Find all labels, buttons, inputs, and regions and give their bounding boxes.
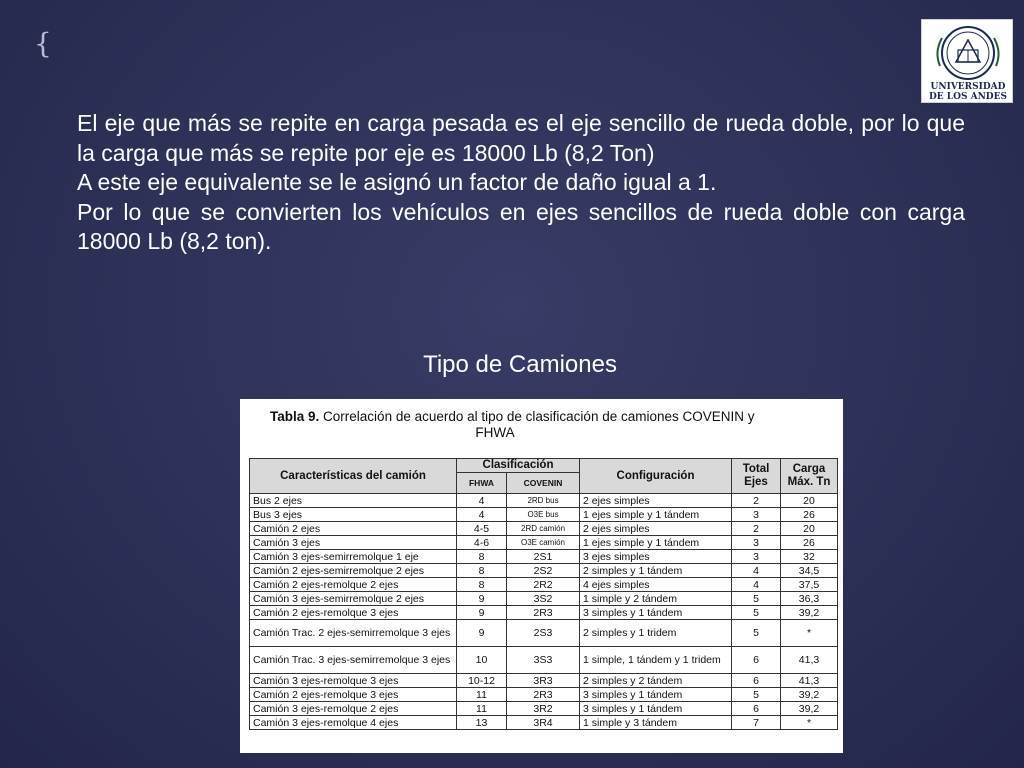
cell-covenin: 2S2 [507,564,580,578]
cell-caracteristicas: Camión 2 ejes-remolque 2 ejes [250,578,457,592]
cell-covenin: O3E camión [507,536,580,550]
cell-caracteristicas: Camión 2 ejes-semirremolque 2 ejes [250,564,457,578]
cell-carga: 41,3 [781,647,838,674]
cell-carga: 41,3 [781,674,838,688]
cell-configuracion: 1 ejes simple y 1 tándem [580,508,732,522]
cell-total-ejes: 3 [732,508,781,522]
paragraph-2: A este eje equivalente se le asignó un factor de daño igual a 1. [77,169,717,195]
table-row [250,592,838,606]
header-fhwa: FHWA [457,473,507,494]
cell-configuracion: 1 simple y 3 tándem [580,716,732,730]
cell-fhwa: 9 [457,592,507,606]
table-row [250,716,838,730]
cell-fhwa: 9 [457,620,507,647]
cell-total-ejes: 6 [732,674,781,688]
cell-total-ejes: 6 [732,647,781,674]
cell-carga: 37,5 [781,578,838,592]
table-row [250,508,838,522]
cell-total-ejes: 4 [732,578,781,592]
cell-caracteristicas: Bus 3 ejes [250,508,457,522]
cell-fhwa: 8 [457,550,507,564]
truck-classification-table-figure [240,399,843,753]
cell-carga: * [781,716,838,730]
cell-covenin: 3R2 [507,702,580,716]
cell-carga: 39,2 [781,688,838,702]
cell-covenin: 3S2 [507,592,580,606]
cell-fhwa: 11 [457,688,507,702]
cell-fhwa: 4-6 [457,536,507,550]
cell-caracteristicas: Camión 3 ejes [250,536,457,550]
table-row [250,522,838,536]
header-covenin: COVENIN [507,473,580,494]
cell-carga: 39,2 [781,606,838,620]
table-row [250,647,838,674]
cell-configuracion: 2 simples y 1 tridem [580,620,732,647]
cell-covenin: 3S3 [507,647,580,674]
paragraph-3: Por lo que se convierten los vehículos en ejes sencillos de rueda doble con carga 18000 Lb (8,2 ton). [77,198,965,254]
cell-caracteristicas: Camión 3 ejes-semirremolque 2 ejes [250,592,457,606]
cell-covenin: 2S3 [507,620,580,647]
cell-caracteristicas: Camión Trac. 3 ejes-semirremolque 3 ejes [250,647,457,674]
table-row [250,620,838,647]
cell-covenin: 2S1 [507,550,580,564]
table-row [250,578,838,592]
cell-carga: 26 [781,536,838,550]
university-seal-icon [922,22,1014,82]
slide-body [77,109,965,257]
table-row [250,564,838,578]
logo-line-2: DE LOS ANDES [929,92,1007,102]
cell-fhwa: 10-12 [457,674,507,688]
cell-caracteristicas: Camión 3 ejes-remolque 3 ejes [250,674,457,688]
cell-fhwa: 4 [457,494,507,508]
cell-configuracion: 3 simples y 1 tándem [580,606,732,620]
table-caption-text-2: FHWA [475,425,515,440]
cell-fhwa: 8 [457,578,507,592]
cell-covenin: 2RD camión [507,522,580,536]
cell-caracteristicas: Camión 3 ejes-semirremolque 1 eje [250,550,457,564]
cell-carga: 20 [781,522,838,536]
cell-configuracion: 2 simples y 1 tándem [580,564,732,578]
cell-configuracion: 2 ejes simples [580,522,732,536]
cell-total-ejes: 7 [732,716,781,730]
cell-fhwa: 8 [457,564,507,578]
cell-configuracion: 3 simples y 1 tándem [580,688,732,702]
cell-covenin: 3R4 [507,716,580,730]
cell-configuracion: 2 simples y 2 tándem [580,674,732,688]
truck-classification-table [249,458,838,730]
cell-total-ejes: 2 [732,522,781,536]
university-logo [921,19,1013,103]
table-row [250,688,838,702]
table-row [250,550,838,564]
table-caption [270,409,830,441]
header-total-ejes: Total Ejes [732,459,781,494]
cell-caracteristicas: Camión 2 ejes-remolque 3 ejes [250,606,457,620]
paragraph-1: El eje que más se repite en carga pesada es el eje sencillo de rueda doble, por lo que la carga que más se repite por eje es 18000 Lb (8,2 Ton) [77,110,965,166]
cell-total-ejes: 5 [732,606,781,620]
cell-configuracion: 2 ejes simples [580,494,732,508]
cell-total-ejes: 5 [732,592,781,606]
cell-configuracion: 3 ejes simples [580,550,732,564]
cell-covenin: O3E bus [507,508,580,522]
cell-covenin: 2RD bus [507,494,580,508]
header-caracteristicas: Características del camión [250,459,457,494]
table-row [250,536,838,550]
slide-subtitle: Tipo de Camiones [423,351,617,378]
cell-fhwa: 9 [457,606,507,620]
table-row [250,494,838,508]
cell-fhwa: 11 [457,702,507,716]
cell-configuracion: 1 simple, 1 tándem y 1 tridem [580,647,732,674]
table-row [250,702,838,716]
cell-configuracion: 1 ejes simple y 1 tándem [580,536,732,550]
cell-carga: 26 [781,508,838,522]
header-clasificacion: Clasificación [457,459,580,473]
table-caption-label: Tabla 9. [270,409,320,424]
cell-total-ejes: 6 [732,702,781,716]
cell-fhwa: 13 [457,716,507,730]
cell-caracteristicas: Camión 2 ejes [250,522,457,536]
table-row [250,606,838,620]
cell-caracteristicas: Camión 2 ejes-remolque 3 ejes [250,688,457,702]
cell-fhwa: 4 [457,508,507,522]
cell-total-ejes: 5 [732,688,781,702]
cell-caracteristicas: Camión Trac. 2 ejes-semirremolque 3 ejes [250,620,457,647]
cell-configuracion: 1 simple y 2 tándem [580,592,732,606]
cell-total-ejes: 5 [732,620,781,647]
cell-carga: 34,5 [781,564,838,578]
cell-caracteristicas: Camión 3 ejes-remolque 2 ejes [250,702,457,716]
header-configuracion: Configuración [580,459,732,494]
cell-covenin: 2R2 [507,578,580,592]
cell-configuracion: 4 ejes simples [580,578,732,592]
table-row [250,674,838,688]
cell-total-ejes: 4 [732,564,781,578]
cell-total-ejes: 2 [732,494,781,508]
cell-caracteristicas: Bus 2 ejes [250,494,457,508]
cell-carga: 36,3 [781,592,838,606]
header-carga-max: Carga Máx. Tn [781,459,838,494]
cell-carga: 39,2 [781,702,838,716]
cell-fhwa: 10 [457,647,507,674]
cell-covenin: 2R3 [507,606,580,620]
cell-caracteristicas: Camión 3 ejes-remolque 4 ejes [250,716,457,730]
cell-carga: 20 [781,494,838,508]
cell-carga: * [781,620,838,647]
cell-total-ejes: 3 [732,536,781,550]
table-caption-text: Correlación de acuerdo al tipo de clasificación de camiones COVENIN y [323,409,755,424]
cell-fhwa: 4-5 [457,522,507,536]
cell-total-ejes: 3 [732,550,781,564]
cell-covenin: 3R3 [507,674,580,688]
cell-carga: 32 [781,550,838,564]
cell-covenin: 2R3 [507,688,580,702]
cell-configuracion: 3 simples y 1 tándem [580,702,732,716]
logo-line-1: UNIVERSIDAD [930,82,1006,92]
slide-bracket-decoration: { [34,27,52,60]
